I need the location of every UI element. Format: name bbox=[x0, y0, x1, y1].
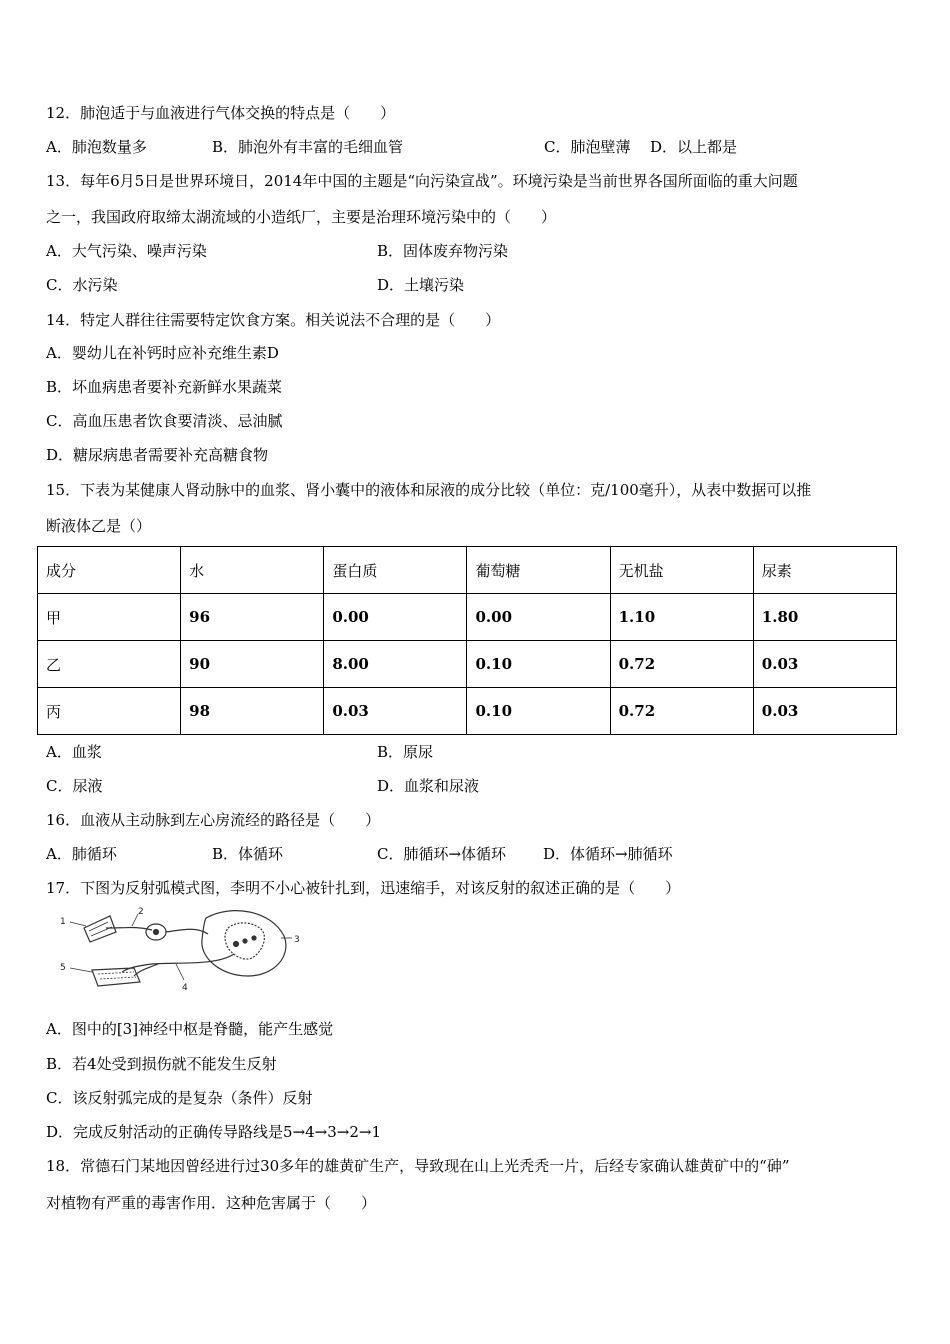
q17-option-c: C．该反射弧完成的是复杂（条件）反射 bbox=[46, 1089, 313, 1107]
figure-label-1: 1 bbox=[60, 917, 66, 927]
q14-option-c: C．高血压患者饮食要清淡、忌油腻 bbox=[46, 412, 283, 430]
q17-option-b: B．若4处受到损伤就不能发生反射 bbox=[46, 1055, 277, 1073]
table-cell: 0.03 bbox=[753, 688, 896, 735]
q16-option-c: C．肺循环→体循环 bbox=[377, 845, 507, 863]
q16-option-d: D．体循环→肺循环 bbox=[543, 845, 673, 863]
q17-option-a: A．图中的[3]神经中枢是脊髓，能产生感觉 bbox=[46, 1020, 334, 1038]
receptor-shape bbox=[84, 916, 116, 942]
table-row bbox=[38, 641, 897, 688]
q13-option-b: B．固体废弃物污染 bbox=[377, 242, 509, 260]
table-header-row bbox=[38, 547, 897, 594]
table-cell-label: 甲 bbox=[38, 594, 181, 641]
q14-option-d: D．糖尿病患者需要补充高糖食物 bbox=[46, 446, 269, 464]
table-cell-label: 丙 bbox=[38, 688, 181, 735]
q13-stem-line1: 13．每年6月5日是世界环境日，2014年中国的主题是“向污染宣战”。环境污染是当前世界各国所面临的重大问题 bbox=[46, 172, 798, 190]
table-cell: 0.10 bbox=[467, 688, 610, 735]
q13-option-a: A．大气污染、噪声污染 bbox=[46, 242, 207, 260]
q16-option-a: A．肺循环 bbox=[46, 845, 117, 863]
q15-option-b: B．原尿 bbox=[377, 743, 434, 761]
table-row bbox=[38, 594, 897, 641]
table-header-cell: 葡萄糖 bbox=[467, 547, 610, 594]
q13-option-d: D．土壤污染 bbox=[377, 276, 465, 294]
table-cell: 0.00 bbox=[467, 594, 610, 641]
q16-option-b: B．体循环 bbox=[212, 845, 284, 863]
table-cell: 96 bbox=[181, 594, 324, 641]
q18-stem-line2: 对植物有严重的毒害作用．这种危害属于（ ） bbox=[46, 1194, 377, 1212]
reflex-arc-diagram bbox=[56, 906, 306, 992]
figure-label-3: 3 bbox=[294, 935, 300, 945]
q13-option-c: C．水污染 bbox=[46, 276, 118, 294]
q15-option-c: C．尿液 bbox=[46, 777, 103, 795]
q14-stem: 14．特定人群往往需要特定饮食方案。相关说法不合理的是（ ） bbox=[46, 311, 501, 329]
table-cell: 0.72 bbox=[610, 641, 753, 688]
table-header-cell: 水 bbox=[181, 547, 324, 594]
effector-shape bbox=[92, 968, 140, 986]
q12-stem: 12．肺泡适于与血液进行气体交换的特点是（ ） bbox=[46, 104, 396, 122]
table-cell-label: 乙 bbox=[38, 641, 181, 688]
table-cell: 0.00 bbox=[324, 594, 467, 641]
table-cell: 0.72 bbox=[610, 688, 753, 735]
q17-option-d: D．完成反射活动的正确传导路线是5→4→3→2→1 bbox=[46, 1123, 382, 1141]
table-header-cell: 成分 bbox=[38, 547, 181, 594]
table-cell: 0.10 bbox=[467, 641, 610, 688]
table-cell: 0.03 bbox=[753, 641, 896, 688]
figure-label-4: 4 bbox=[182, 983, 188, 992]
q12-option-a: A．肺泡数量多 bbox=[46, 138, 147, 156]
q12-option-c: C．肺泡壁薄 bbox=[544, 138, 631, 156]
figure-label-2: 2 bbox=[138, 907, 144, 917]
q14-option-a: A．婴幼儿在补钙时应补充维生素D bbox=[46, 344, 279, 362]
dorsal-root bbox=[166, 929, 208, 934]
q15-stem-line1: 15．下表为某健康人肾动脉中的血浆、肾小囊中的液体和尿液的成分比较（单位：克/100毫升），从表中数据可以推 bbox=[46, 481, 812, 499]
table-cell: 90 bbox=[181, 641, 324, 688]
table-cell: 1.80 bbox=[753, 594, 896, 641]
table-cell: 98 bbox=[181, 688, 324, 735]
q18-stem-line1: 18．常德石门某地因曾经进行过30多年的雄黄矿生产，导致现在山上光秃秃一片，后经专家确认雄黄矿中的“砷” bbox=[46, 1157, 790, 1175]
q15-option-a: A．血浆 bbox=[46, 743, 102, 761]
q16-stem: 16．血液从主动脉到左心房流经的路径是（ ） bbox=[46, 811, 381, 829]
table-header-cell: 尿素 bbox=[753, 547, 896, 594]
q13-stem-line2: 之一，我国政府取缔太湖流域的小造纸厂，主要是治理环境污染中的（ ） bbox=[46, 208, 557, 226]
table-header-cell: 无机盐 bbox=[610, 547, 753, 594]
q15-stem-line2: 断液体乙是（） bbox=[46, 517, 152, 535]
sensory-neuron bbox=[106, 928, 152, 931]
table-cell: 8.00 bbox=[324, 641, 467, 688]
table-row bbox=[38, 688, 897, 735]
motor-neuron bbox=[122, 954, 234, 972]
table-cell: 0.03 bbox=[324, 688, 467, 735]
spinal-cord-shape bbox=[202, 911, 286, 976]
q17-stem: 17．下图为反射弧模式图，李明不小心被针扎到，迅速缩手，对该反射的叙述正确的是（ ） bbox=[46, 879, 681, 897]
q15-option-d: D．血浆和尿液 bbox=[377, 777, 480, 795]
q12-option-b: B．肺泡外有丰富的毛细血管 bbox=[212, 138, 404, 156]
q14-option-b: B．坏血病患者要补充新鲜水果蔬菜 bbox=[46, 378, 283, 396]
q12-option-d: D．以上都是 bbox=[650, 138, 738, 156]
figure-label-5: 5 bbox=[60, 963, 66, 973]
composition-table bbox=[37, 546, 897, 735]
table-cell: 1.10 bbox=[610, 594, 753, 641]
table-header-cell: 蛋白质 bbox=[324, 547, 467, 594]
